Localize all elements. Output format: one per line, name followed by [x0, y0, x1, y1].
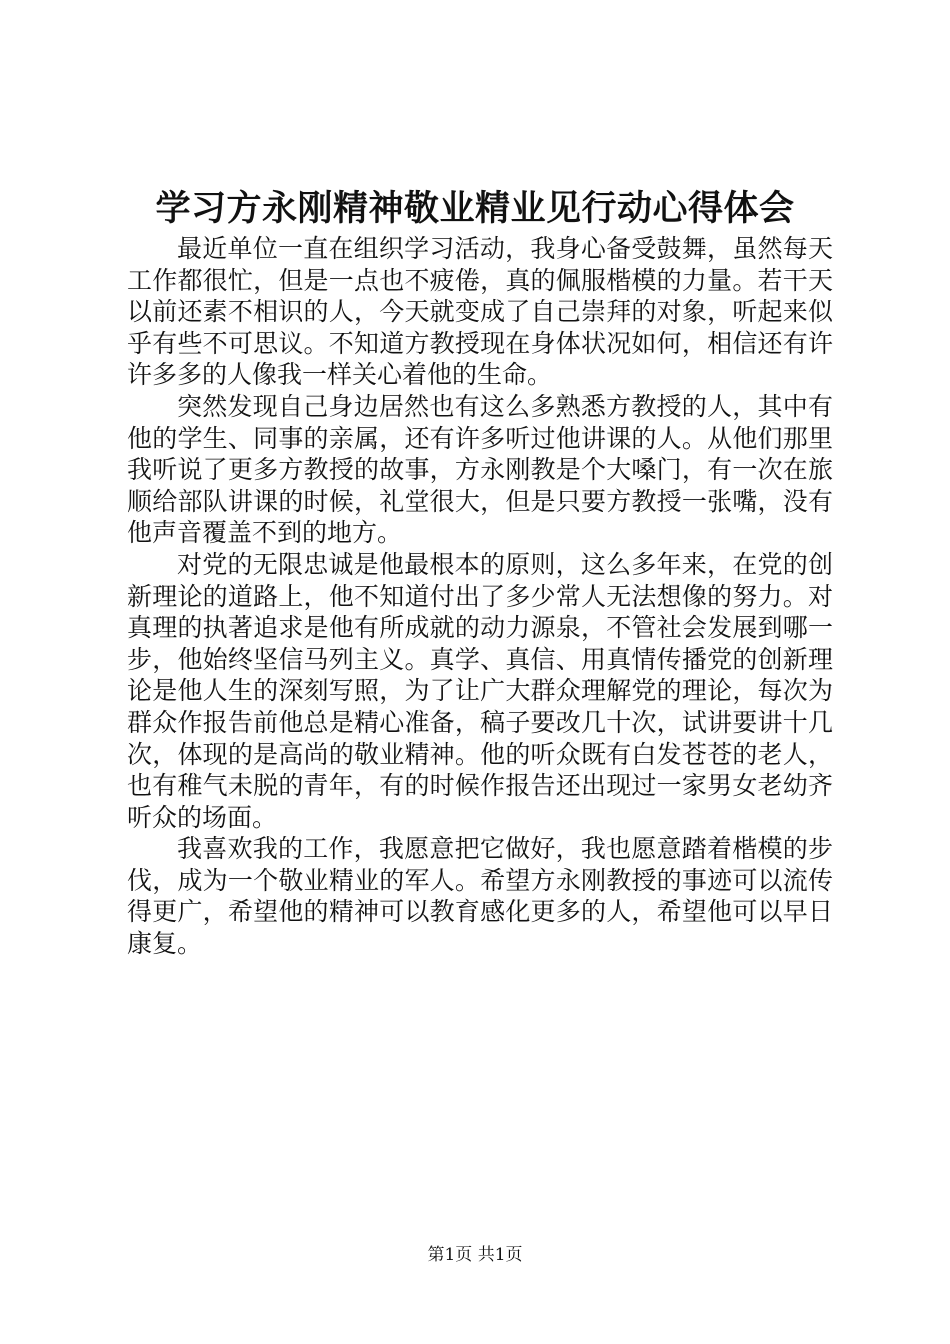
document-title: 学习方永刚精神敬业精业见行动心得体会 — [155, 188, 795, 229]
paragraph: 突然发现自己身边居然也有这么多熟悉方教授的人，其中有他的学生、同事的亲属，还有许多听过他讲课的人。从他们那里我听说了更多方教授的故事，方永刚教是个大嗓门，有一次在旅顺给部队讲课的时候，礼堂很大，但是只要方教授一张嘴，没有他声音覆盖不到的地方。 — [127, 391, 833, 548]
paragraph: 我喜欢我的工作，我愿意把它做好，我也愿意踏着楷模的步伐，成为一个敬业精业的军人。希望方永刚教授的事迹可以流传得更广，希望他的精神可以教育感化更多的人，希望他可以早日康复。 — [127, 834, 833, 959]
paragraph: 最近单位一直在组织学习活动，我身心备受鼓舞，虽然每天工作都很忙，但是一点也不疲倦，真的佩服楷模的力量。若干天以前还素不相识的人，今天就变成了自己崇拜的对象，听起来似乎有些不可思议。不知道方教授现在身体状况如何，相信还有许许多多的人像我一样关心着他的生命。 — [127, 234, 833, 390]
page-footer: 第1页 共1页 — [427, 1245, 523, 1265]
document-body — [127, 233, 833, 960]
paragraph: 对党的无限忠诚是他最根本的原则，这么多年来，在党的创新理论的道路上，他不知道付出了多少常人无法想像的努力。对真理的执著追求是他有所成就的动力源泉，不管社会发展到哪一步，他始终坚信马列主义。真学、真信、用真情传播党的创新理论是他人生的深刻写照，为了让广大群众理解党的理论，每次为群众作报告前他总是精心准备，稿子要改几十次，试讲要讲十几次，体现的是高尚的敬业精神。他的听众既有白发苍苍的老人，也有稚气未脱的青年，有的时候作报告还出现过一家男女老幼齐听众的场面。 — [127, 549, 833, 832]
